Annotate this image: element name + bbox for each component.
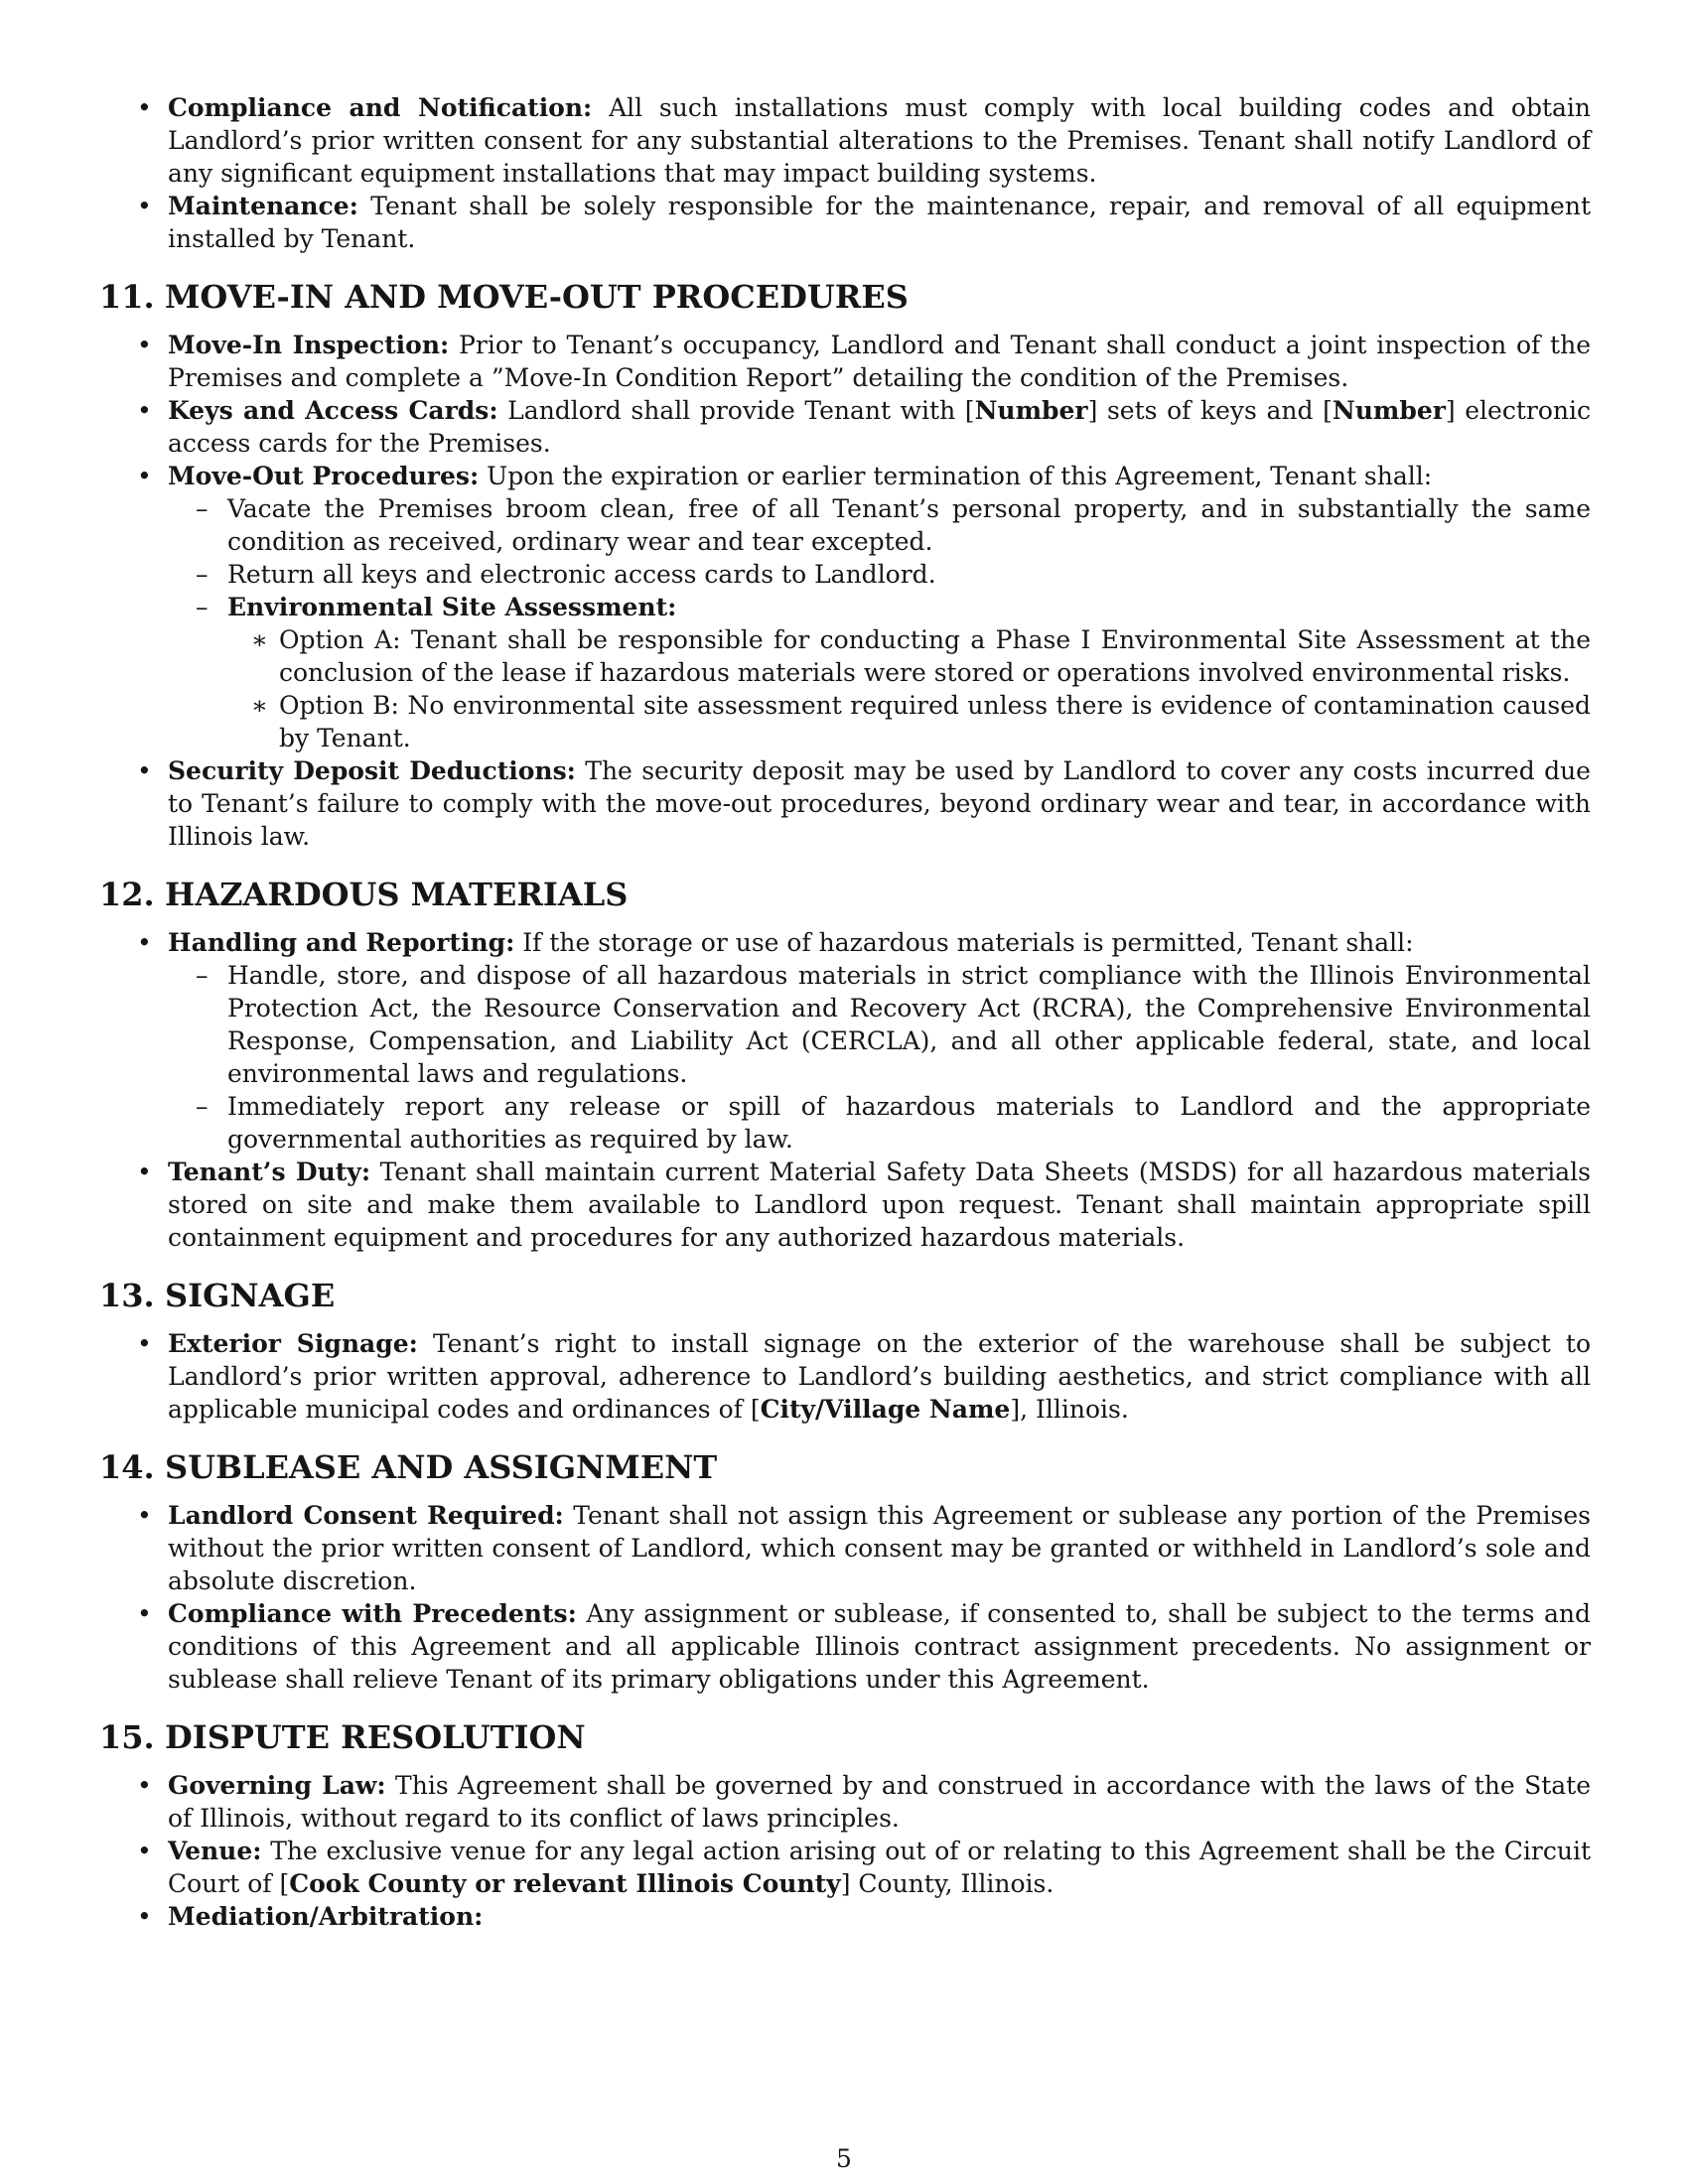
placeholder-field: City/Village Name: [760, 1395, 1011, 1424]
sub-list-item: – Immediately report any release or spill of hazardous materials to Landlord and the appropriate governmental authorities as required by law.: [168, 1090, 1591, 1156]
list-item: • Compliance and Notification: All such installations must comply with local building codes and obtain Landlord’s prior written consent for any substantial alterations to the Premises. Tenant shall notify Landlord of any significant equipment installations that may impact building systems.: [99, 91, 1591, 190]
section-heading-12: 12. HAZARDOUS MATERIALS: [99, 876, 629, 913]
section-14-list: [99, 1499, 1591, 1696]
list-item: • Handling and Reporting: If the storage or use of hazardous materials is permitted, Tenant shall: – Handle, store, and dispose of all hazardous materials in strict compliance with the Illinois Environmental Protection Act, the Resource Conservation and Recovery Act (RCRA), the Comprehensive Environmental Response, Compensation, and Liability Act (CERCLA), and all other applicable federal, state, and local environmental laws and regulations. – Immediately report any release or spill of hazardous materials to Landlord and the appropriate governmental authorities as required by law.: [99, 926, 1591, 1156]
section-15-list: [99, 1769, 1591, 1933]
list-item: • Security Deposit Deductions: The security deposit may be used by Landlord to cover any costs incurred due to Tenant’s failure to comply with the move-out procedures, beyond ordinary wear and tear, in accordance with Illinois law.: [99, 754, 1591, 853]
sub-list-item: – Vacate the Premises broom clean, free of all Tenant’s personal property, and in substantially the same condition as received, ordinary wear and tear excepted.: [168, 492, 1591, 558]
continued-list: [99, 91, 1591, 255]
list-item: • Compliance with Precedents: Any assignment or sublease, if consented to, shall be subject to the terms and conditions of this Agreement and all applicable Illinois contract assignment precedents. No assignment or sublease shall relieve Tenant of its primary obligations under this Agreement.: [99, 1597, 1591, 1696]
placeholder-field: Cook County or relevant Illinois County: [289, 1869, 841, 1898]
list-item: • Venue: The exclusive venue for any legal action arising out of or relating to this Agreement shall be the Circuit Court of [Cook County or relevant Illinois County] County, Illinois.: [99, 1835, 1591, 1900]
placeholder-field: Number: [974, 396, 1088, 425]
section-13-list: [99, 1327, 1591, 1426]
list-item: • Keys and Access Cards: Landlord shall provide Tenant with [Number] sets of keys and [Number] electronic access cards for the Premises.: [99, 394, 1591, 460]
sub-list-item: – Return all keys and electronic access cards to Landlord.: [168, 558, 1591, 591]
page-number: 5: [836, 2144, 852, 2173]
section-heading-15: 15. DISPUTE RESOLUTION: [99, 1718, 586, 1756]
list-item: • Governing Law: This Agreement shall be governed by and construed in accordance with the laws of the State of Illinois, without regard to its conflict of laws principles.: [99, 1769, 1591, 1835]
sub-list: [168, 492, 1591, 754]
section-heading-13: 13. SIGNAGE: [99, 1277, 336, 1314]
option-item: ∗ Option B: No environmental site assessment required unless there is evidence of contamination caused by Tenant.: [227, 689, 1591, 754]
list-item: • Mediation/Arbitration:: [99, 1900, 1591, 1933]
option-list: [227, 623, 1591, 754]
sub-list-item: – Handle, store, and dispose of all hazardous materials in strict compliance with the Illinois Environmental Protection Act, the Resource Conservation and Recovery Act (RCRA), the Comprehensive Environmental Response, Compensation, and Liability Act (CERCLA), and all other applicable federal, state, and local environmental laws and regulations.: [168, 959, 1591, 1090]
option-item: ∗ Option A: Tenant shall be responsible for conducting a Phase I Environmental Site Assessment at the conclusion of the lease if hazardous materials were stored or operations involved environmental risks.: [227, 623, 1591, 689]
section-12-list: [99, 926, 1591, 1254]
list-item: • Exterior Signage: Tenant’s right to install signage on the exterior of the warehouse shall be subject to Landlord’s prior written approval, adherence to Landlord’s building aesthetics, and strict compliance with all applicable municipal codes and ordinances of [City/Village Name], Illinois.: [99, 1327, 1591, 1426]
document-page: [99, 91, 1591, 1933]
section-heading-11: 11. MOVE-IN AND MOVE-OUT PROCEDURES: [99, 278, 909, 316]
list-item: • Maintenance: Tenant shall be solely responsible for the maintenance, repair, and removal of all equipment installed by Tenant.: [99, 190, 1591, 255]
sub-list: [168, 959, 1591, 1156]
placeholder-field: Number: [1332, 396, 1446, 425]
list-item: • Move-Out Procedures: Upon the expiration or earlier termination of this Agreement, Tenant shall: – Vacate the Premises broom clean, free of all Tenant’s personal property, and in substantially the same condition as received, ordinary wear and tear excepted. – Return all keys and electronic access cards to Landlord. – Environmental Site Assessment: ∗ Option A: Tenant shall be responsible for conducting a Phase I Environmental Site Assessment at the conclusion of the lease if hazardous materials were stored or operations involved environmental risks. ∗ Option B: No environmental site assessment required unless there is evidence of contamination caused by Tenant.: [99, 460, 1591, 754]
section-heading-14: 14. SUBLEASE AND ASSIGNMENT: [99, 1448, 718, 1486]
section-11-list: [99, 329, 1591, 853]
list-item: • Tenant’s Duty: Tenant shall maintain current Material Safety Data Sheets (MSDS) for all hazardous materials stored on site and make them available to Landlord upon request. Tenant shall maintain appropriate spill containment equipment and procedures for any authorized hazardous materials.: [99, 1156, 1591, 1254]
sub-list-item: – Environmental Site Assessment: ∗ Option A: Tenant shall be responsible for conducting a Phase I Environmental Site Assessment at the conclusion of the lease if hazardous materials were stored or operations involved environmental risks. ∗ Option B: No environmental site assessment required unless there is evidence of contamination caused by Tenant.: [168, 591, 1591, 754]
list-item: • Landlord Consent Required: Tenant shall not assign this Agreement or sublease any portion of the Premises without the prior written consent of Landlord, which consent may be granted or withheld in Landlord’s sole and absolute discretion.: [99, 1499, 1591, 1597]
list-item: • Move-In Inspection: Prior to Tenant’s occupancy, Landlord and Tenant shall conduct a joint inspection of the Premises and complete a ”Move-In Condition Report” detailing the condition of the Premises.: [99, 329, 1591, 394]
